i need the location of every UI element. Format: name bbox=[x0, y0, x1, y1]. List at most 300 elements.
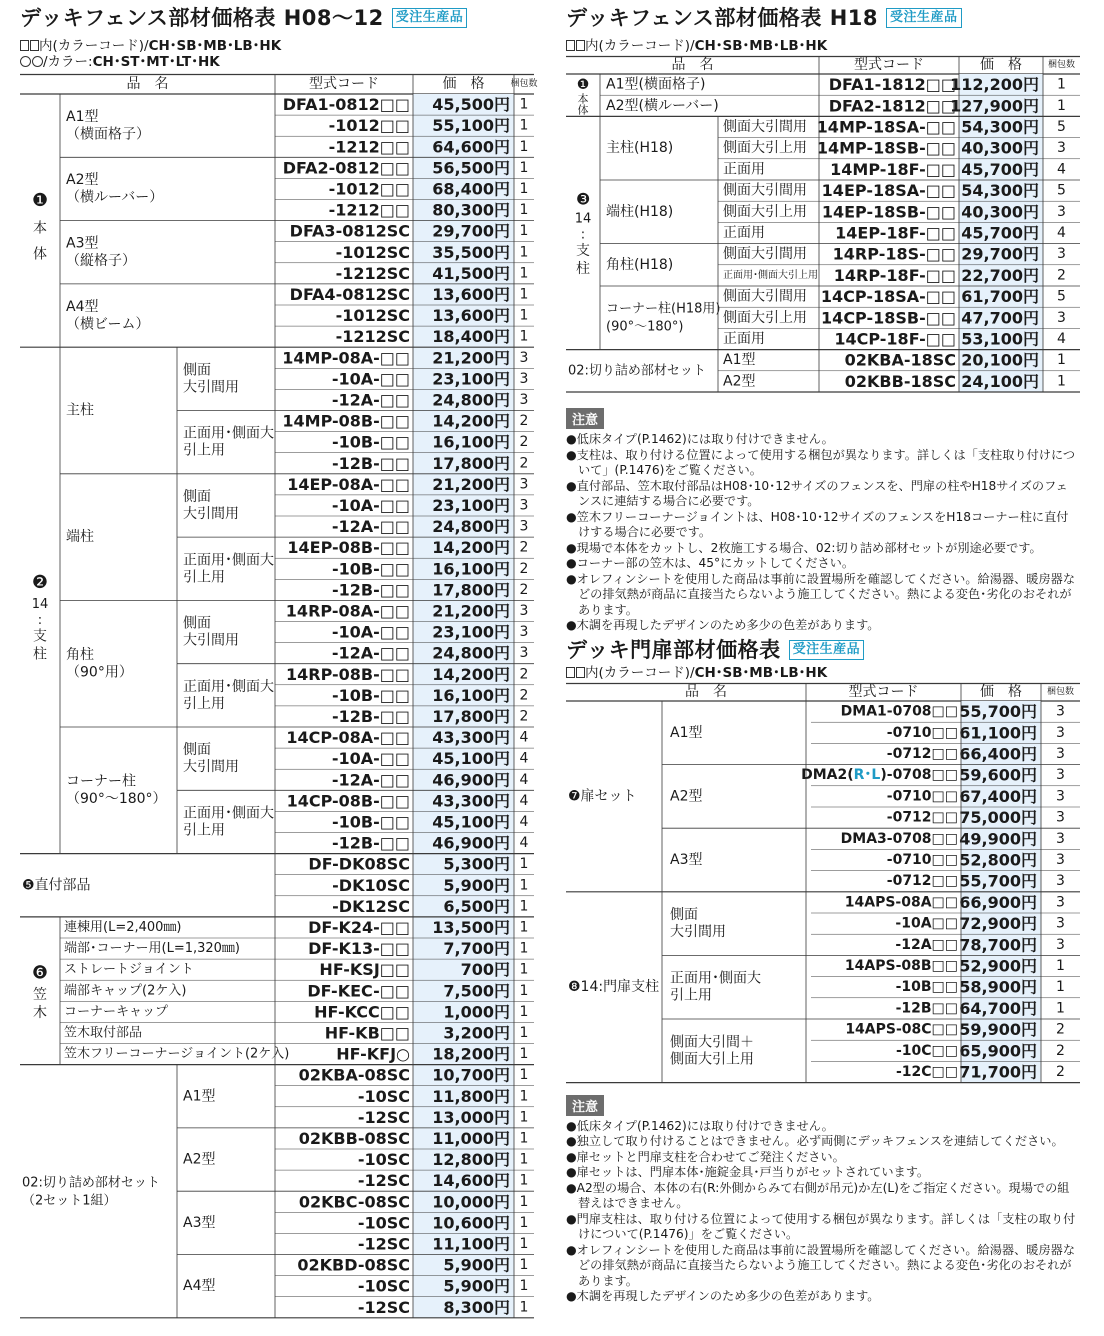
model-code: 14RP-18S-□□ bbox=[832, 244, 956, 264]
package-qty: 1 bbox=[519, 940, 529, 957]
price: 14,200円 bbox=[432, 538, 510, 558]
color-box-icon bbox=[576, 40, 585, 51]
group-label: ❽14:門扉支柱 bbox=[568, 978, 660, 995]
price: 10,700円 bbox=[432, 1065, 510, 1085]
part-name: 引上用 bbox=[183, 822, 225, 839]
package-qty: 2 bbox=[519, 434, 529, 451]
price: 45,700円 bbox=[961, 159, 1039, 179]
item-name: 連棟用(L=2,400㎜) bbox=[64, 919, 182, 935]
right-order-tag: 受注生産品 bbox=[886, 8, 962, 28]
model-code: -1212□□ bbox=[328, 137, 410, 157]
item-name: A1型 bbox=[670, 724, 703, 741]
model-code: -10A-□□ bbox=[331, 495, 410, 515]
item-name: 大引間用 bbox=[670, 923, 726, 940]
package-qty: 1 bbox=[519, 244, 529, 261]
package-qty: 3 bbox=[1057, 203, 1066, 220]
package-qty: 1 bbox=[519, 1172, 529, 1189]
price: 14,200円 bbox=[432, 664, 510, 684]
note-item: ● 木調を再現したデザインのため多少の色差があります。 bbox=[566, 618, 1080, 634]
price: 40,300円 bbox=[961, 138, 1039, 158]
package-qty: 1 bbox=[519, 307, 529, 324]
part-name: 正面用･側面大 bbox=[183, 425, 274, 442]
price: 45,100円 bbox=[432, 749, 510, 769]
model-code: -10SC bbox=[357, 1213, 410, 1233]
group-label: 14 bbox=[31, 596, 49, 612]
left-title: デッキフェンス部材価格表 H08～12 bbox=[20, 6, 384, 30]
item-name: （横面格子） bbox=[66, 126, 150, 143]
model-code: -1012□□ bbox=[328, 116, 410, 136]
model-code: 14MP-08A-□□ bbox=[282, 348, 410, 368]
note-item: ● オレフィンシートを使用した商品は事前に設置場所を確認してください。給湯器、暖房器などの排気熱が商品に直接当たらないよう施工してください。熱による変色･劣化のおそれがあります。 bbox=[566, 1243, 1080, 1290]
model-code: -10A-□□ bbox=[331, 369, 410, 389]
package-qty: 1 bbox=[1057, 352, 1066, 369]
part-name: 正面用･側面大引上用 bbox=[723, 269, 818, 281]
model-code: -12SC bbox=[357, 1107, 410, 1127]
package-qty: 4 bbox=[1057, 225, 1066, 241]
group-label: 支 bbox=[33, 628, 47, 645]
package-qty: 2 bbox=[519, 687, 529, 704]
model-code: 14CP-08B-□□ bbox=[286, 791, 410, 811]
price: 12,800円 bbox=[432, 1150, 510, 1170]
price: 29,700円 bbox=[961, 244, 1039, 264]
item-name: ストレートジョイント bbox=[64, 962, 194, 978]
package-qty: 2 bbox=[519, 539, 529, 556]
package-qty: 2 bbox=[519, 413, 529, 430]
item-name: コーナーキャップ bbox=[64, 1004, 169, 1020]
color-note-label: 内(カラーコード)/ bbox=[585, 38, 695, 54]
item-name: 笠木取付部品 bbox=[64, 1025, 143, 1041]
item-name: A2型(横ルーバー) bbox=[606, 97, 719, 114]
package-qty: 4 bbox=[519, 835, 529, 852]
package-qty: 1 bbox=[519, 1130, 529, 1147]
model-code: -12B-□□ bbox=[332, 706, 410, 726]
package-qty: 4 bbox=[519, 750, 529, 767]
left-column bbox=[20, 0, 538, 1336]
note-item: ● A2型の場合、本体の右(R:外側からみて右側が吊元)か左(L)をご指定ください。現場での組替えはできません。 bbox=[566, 1181, 1080, 1212]
model-code: DF-K24-□□ bbox=[308, 917, 410, 937]
group-label: 本 bbox=[577, 92, 589, 106]
package-qty: 1 bbox=[1057, 373, 1066, 390]
note-item: ● コーナー部の笠木は、45°にカットしてください。 bbox=[566, 556, 1080, 572]
price: 16,100円 bbox=[432, 432, 510, 452]
model-code: -12C□□ bbox=[895, 1063, 958, 1080]
price: 17,800円 bbox=[432, 453, 510, 473]
price: 112,200円 bbox=[950, 75, 1039, 95]
package-qty: 3 bbox=[1056, 830, 1065, 847]
package-qty: 4 bbox=[519, 729, 529, 746]
model-code: 14MP-18SB-□□ bbox=[816, 138, 956, 158]
price: 23,100円 bbox=[432, 495, 510, 515]
group-label: ❺直付部品 bbox=[22, 877, 91, 894]
group-label: : bbox=[580, 227, 586, 243]
model-code: -10B-□□ bbox=[332, 812, 410, 832]
model-code: -0710□□ bbox=[886, 724, 958, 741]
price: 8,300円 bbox=[443, 1297, 510, 1317]
price: 13,000円 bbox=[432, 1107, 510, 1127]
header-name: 品 名 bbox=[671, 57, 714, 73]
price: 10,000円 bbox=[432, 1192, 510, 1212]
price: 5,900円 bbox=[443, 1276, 510, 1296]
model-code: 14EP-08A-□□ bbox=[287, 474, 410, 494]
left-order-tag: 受注生産品 bbox=[392, 8, 468, 28]
item-name: 笠木フリーコーナージョイント(2ケ入) bbox=[64, 1046, 290, 1062]
package-qty: 3 bbox=[519, 624, 529, 641]
model-code: -12SC bbox=[357, 1297, 410, 1317]
group-label: : bbox=[37, 612, 43, 628]
group-label: 本 bbox=[33, 220, 47, 237]
gate-color-note bbox=[566, 665, 1080, 681]
package-qty: 4 bbox=[519, 792, 529, 809]
price: 21,200円 bbox=[432, 601, 510, 621]
package-qty: 4 bbox=[519, 771, 529, 788]
package-qty: 1 bbox=[519, 856, 529, 873]
model-code: 14MP-18SA-□□ bbox=[816, 117, 956, 137]
package-qty: 5 bbox=[1057, 182, 1066, 199]
part-name: 正面用 bbox=[723, 331, 765, 347]
package-qty: 1 bbox=[519, 1151, 529, 1168]
group-number: ❶ bbox=[576, 77, 590, 93]
package-qty: 1 bbox=[519, 1003, 529, 1020]
item-name: A3型 bbox=[183, 1214, 216, 1231]
gate-price-table bbox=[566, 683, 1080, 1087]
item-name: 主柱 bbox=[66, 402, 94, 419]
model-code: -10B-□□ bbox=[332, 432, 410, 452]
model-code: -0710□□ bbox=[886, 787, 958, 804]
price: 13,600円 bbox=[432, 306, 510, 326]
group-label: 02:切り詰め部材セット bbox=[568, 363, 706, 379]
model-code: 14RP-08A-□□ bbox=[285, 601, 410, 621]
package-qty: 5 bbox=[1057, 288, 1066, 305]
package-qty: 3 bbox=[519, 518, 529, 535]
item-name: A4型 bbox=[183, 1278, 216, 1295]
model-code: DF-K13-□□ bbox=[308, 939, 410, 959]
price: 21,200円 bbox=[432, 474, 510, 494]
price: 23,100円 bbox=[432, 369, 510, 389]
color-box-icon bbox=[566, 667, 575, 678]
model-code: -DK12SC bbox=[332, 896, 410, 916]
price: 55,100円 bbox=[432, 116, 510, 136]
package-qty: 1 bbox=[519, 1046, 529, 1063]
price: 45,700円 bbox=[961, 223, 1039, 243]
item-name: （横ルーバー） bbox=[66, 189, 164, 206]
package-qty: 2 bbox=[519, 560, 529, 577]
part-name: 大引間用 bbox=[183, 759, 239, 776]
model-code: -12B-□□ bbox=[332, 580, 410, 600]
model-code: -12SC bbox=[357, 1171, 410, 1191]
price: 10,600円 bbox=[432, 1213, 510, 1233]
package-qty: 3 bbox=[1056, 745, 1065, 762]
price: 29,700円 bbox=[432, 221, 510, 241]
package-qty: 1 bbox=[519, 1193, 529, 1210]
notes-block-1 bbox=[566, 404, 1080, 634]
item-name: 側面大引間＋ bbox=[670, 1033, 754, 1050]
header-price: 価 格 bbox=[442, 76, 485, 92]
model-code: 14CP-18F-□□ bbox=[834, 329, 956, 349]
left-price-table bbox=[20, 74, 538, 1336]
package-qty: 1 bbox=[519, 1235, 529, 1252]
price: 43,300円 bbox=[432, 791, 510, 811]
package-qty: 1 bbox=[519, 1278, 529, 1295]
model-code: DFA3-0812SC bbox=[289, 221, 410, 241]
item-name: 端柱 bbox=[66, 529, 94, 546]
left-color-note-2 bbox=[20, 54, 534, 70]
model-code: 14EP-18SB-□□ bbox=[821, 202, 956, 222]
color-codes: CH･SB･MB･LB･HK bbox=[694, 38, 828, 54]
price: 56,500円 bbox=[432, 158, 510, 178]
left-title-row bbox=[20, 6, 534, 30]
model-code: DMA1-0708□□ bbox=[840, 703, 958, 720]
model-code: -10B□□ bbox=[895, 978, 958, 995]
model-code: -12B□□ bbox=[895, 999, 958, 1016]
model-code: -1012□□ bbox=[328, 179, 410, 199]
price: 65,900円 bbox=[959, 1040, 1037, 1060]
part-name: 側面大引上用 bbox=[723, 140, 807, 157]
model-code: -0710□□ bbox=[886, 851, 958, 868]
model-code: 14MP-18F-□□ bbox=[830, 159, 956, 179]
color-box-icon bbox=[576, 667, 585, 678]
package-qty: 1 bbox=[519, 1214, 529, 1231]
model-code: 14CP-08A-□□ bbox=[286, 728, 410, 748]
model-code: HF-KFJ○ bbox=[336, 1044, 410, 1064]
package-qty: 1 bbox=[1057, 97, 1066, 114]
model-code: -10A□□ bbox=[895, 915, 958, 932]
price: 24,800円 bbox=[432, 390, 510, 410]
price: 80,300円 bbox=[432, 200, 510, 220]
package-qty: 1 bbox=[519, 159, 529, 176]
package-qty: 1 bbox=[519, 1024, 529, 1041]
model-code: 02KBD-08SC bbox=[297, 1255, 410, 1275]
price: 5,900円 bbox=[443, 1255, 510, 1275]
model-code: -12A-□□ bbox=[331, 517, 410, 537]
price: 17,800円 bbox=[432, 580, 510, 600]
price: 45,100円 bbox=[432, 812, 510, 832]
model-code: 14EP-18F-□□ bbox=[835, 223, 956, 243]
model-code: -10SC bbox=[357, 1276, 410, 1296]
price: 21,200円 bbox=[432, 348, 510, 368]
part-name: 側面大引間用 bbox=[723, 182, 807, 199]
price: 75,000円 bbox=[959, 807, 1037, 827]
group-label: 体 bbox=[577, 103, 589, 117]
right-column bbox=[566, 0, 1080, 1305]
group-label: 体 bbox=[33, 246, 47, 263]
part-name: 大引間用 bbox=[183, 632, 239, 649]
package-qty: 3 bbox=[1056, 915, 1065, 932]
package-qty: 3 bbox=[519, 602, 529, 619]
model-code: 14CP-18SA-□□ bbox=[820, 287, 956, 307]
item-name: 端部キャップ(2ケ入) bbox=[64, 983, 187, 999]
price: 14,200円 bbox=[432, 411, 510, 431]
model-code: -0712□□ bbox=[886, 872, 958, 889]
note-item: ● 低床タイプ(P.1462)には取り付けできません。 bbox=[566, 1119, 1080, 1135]
header-price: 価 格 bbox=[980, 683, 1022, 700]
model-code: -10B-□□ bbox=[332, 685, 410, 705]
item-name: 側面大引上用 bbox=[670, 1050, 754, 1067]
notes-block-2 bbox=[566, 1091, 1080, 1305]
right-color-note bbox=[566, 38, 1080, 54]
package-qty: 4 bbox=[1057, 331, 1066, 347]
left-color-note-1 bbox=[20, 38, 534, 54]
package-qty: 2 bbox=[1056, 1063, 1065, 1080]
note-item: ● オレフィンシートを使用した商品は事前に設置場所を確認してください。給湯器、暖房器などの排気熱が商品に直接当たらないよう施工してください。熱による変色･劣化のおそれがあります。 bbox=[566, 572, 1080, 619]
model-code: DFA2-1812□□ bbox=[828, 96, 956, 116]
group-label: ❼扉セット bbox=[568, 787, 637, 804]
package-qty: 1 bbox=[519, 919, 529, 936]
h18-price-table bbox=[566, 56, 1080, 398]
group-label: （2セット1組） bbox=[22, 1193, 117, 1209]
part-name: 側面大引間用 bbox=[723, 246, 807, 263]
package-qty: 3 bbox=[1056, 851, 1065, 868]
gate-title: デッキ門扉部材価格表 bbox=[566, 637, 781, 662]
package-qty: 2 bbox=[1057, 267, 1066, 284]
note-item: ● 低床タイプ(P.1462)には取り付けできません。 bbox=[566, 432, 1080, 448]
price: 7,700円 bbox=[443, 939, 510, 959]
item-name: 端部･コーナー用(L=1,320㎜) bbox=[64, 941, 240, 957]
part-name: 側面 bbox=[183, 742, 211, 759]
model-code: HF-KB□□ bbox=[324, 1023, 410, 1043]
model-code: 14RP-08B-□□ bbox=[285, 664, 410, 684]
part-name: 正面用･側面大 bbox=[183, 678, 274, 695]
group-label: 柱 bbox=[33, 646, 47, 663]
model-code: 02KBB-08SC bbox=[298, 1128, 410, 1148]
package-qty: 3 bbox=[519, 645, 529, 662]
part-name: 大引間用 bbox=[183, 505, 239, 522]
price: 18,400円 bbox=[432, 327, 510, 347]
price: 66,900円 bbox=[959, 892, 1037, 912]
color-box-icon bbox=[20, 40, 29, 51]
model-code: -0712□□ bbox=[886, 745, 958, 762]
package-qty: 5 bbox=[1057, 119, 1066, 135]
price: 71,700円 bbox=[959, 1062, 1037, 1081]
model-code: 14APS-08B□□ bbox=[844, 957, 958, 974]
price: 14,600円 bbox=[432, 1171, 510, 1191]
color-codes: CH･SB･MB･LB･HK bbox=[694, 664, 828, 681]
color-circle-icon bbox=[32, 56, 43, 67]
package-qty: 3 bbox=[1057, 140, 1066, 157]
note-item: ● 笠木フリーコーナージョイントは、H08･10･12サイズのフェンスをH18コーナー柱に直付けする場合に必要です。 bbox=[566, 510, 1080, 541]
part-name: 側面 bbox=[183, 488, 211, 505]
color-note-label: 内(カラーコード)/ bbox=[39, 38, 149, 54]
model-code: DF-KEC-□□ bbox=[307, 981, 410, 1001]
package-qty: 1 bbox=[519, 961, 529, 978]
note-item: ● 木調を再現したデザインのため多少の色差があります。 bbox=[566, 1289, 1080, 1305]
model-code: -12B-□□ bbox=[332, 833, 410, 853]
header-price: 価 格 bbox=[980, 57, 1022, 73]
color-circle-icon bbox=[20, 56, 31, 67]
price: 54,300円 bbox=[961, 117, 1039, 137]
price: 58,900円 bbox=[959, 977, 1037, 997]
color-note-label: /カラー: bbox=[43, 54, 93, 70]
price: 52,800円 bbox=[959, 850, 1037, 869]
group-label: 柱 bbox=[576, 261, 590, 277]
item-name: 角柱 bbox=[66, 646, 94, 663]
part-name: 引上用 bbox=[183, 695, 225, 712]
model-code: DMA2(R･L)-0708□□ bbox=[801, 766, 958, 783]
package-qty: 1 bbox=[519, 286, 529, 303]
item-name: （横ビーム） bbox=[66, 316, 150, 333]
price: 11,800円 bbox=[432, 1086, 510, 1106]
package-qty: 1 bbox=[1056, 978, 1065, 995]
package-qty: 2 bbox=[1056, 1021, 1065, 1038]
part-name: 側面大引上用 bbox=[723, 203, 807, 220]
price: 35,500円 bbox=[432, 242, 510, 262]
price: 40,300円 bbox=[961, 202, 1039, 222]
price: 55,700円 bbox=[959, 871, 1037, 891]
package-qty: 3 bbox=[1056, 703, 1065, 720]
price: 66,400円 bbox=[959, 744, 1037, 763]
package-qty: 4 bbox=[1057, 161, 1066, 178]
model-code: -12SC bbox=[357, 1234, 410, 1254]
package-qty: 3 bbox=[519, 476, 529, 493]
gate-title-row bbox=[566, 638, 1080, 662]
price: 61,100円 bbox=[959, 722, 1037, 742]
model-code: 14APS-08A□□ bbox=[844, 893, 958, 910]
item-name: 正面用･側面大 bbox=[670, 970, 761, 987]
model-code: -0712□□ bbox=[886, 809, 958, 826]
model-code: -10B-□□ bbox=[332, 559, 410, 579]
item-name: 側面 bbox=[670, 906, 698, 923]
note-item: ● 独立して取り付けることはできません。必ず両側にデッキフェンスを連結してください。 bbox=[566, 1134, 1080, 1150]
model-code: -10C□□ bbox=[895, 1042, 958, 1059]
model-code: DMA3-0708□□ bbox=[840, 830, 958, 847]
price: 68,400円 bbox=[432, 179, 510, 199]
model-code: 14EP-08B-□□ bbox=[287, 538, 410, 558]
package-qty: 2 bbox=[519, 666, 529, 683]
item-name: A2型 bbox=[66, 172, 99, 189]
group-label: 笠 bbox=[33, 986, 47, 1003]
note-item: ● 支柱は、取り付ける位置によって使用する梱包が異なります。詳しくは「支柱取り付けについて」(P.1476)をご覧ください。 bbox=[566, 448, 1080, 479]
price: 55,700円 bbox=[959, 701, 1037, 721]
price: 3,200円 bbox=[443, 1023, 510, 1043]
package-qty: 1 bbox=[1057, 76, 1066, 93]
model-code: DFA1-0812□□ bbox=[282, 95, 410, 115]
package-qty: 3 bbox=[519, 349, 529, 366]
package-qty: 1 bbox=[1056, 957, 1065, 974]
model-code: DFA4-0812SC bbox=[289, 284, 410, 304]
item-name: 端柱(H18) bbox=[606, 203, 674, 220]
part-name: 側面 bbox=[183, 362, 211, 379]
price: 22,700円 bbox=[961, 265, 1039, 285]
model-code: -1012SC bbox=[335, 242, 410, 262]
group-number: ❷ bbox=[31, 571, 49, 593]
package-qty: 1 bbox=[519, 1257, 529, 1274]
header-qty: 梱包数 bbox=[1047, 60, 1076, 70]
item-name: A2型 bbox=[183, 1151, 216, 1168]
model-code: 14CP-18SB-□□ bbox=[821, 308, 956, 328]
model-code: DFA1-1812□□ bbox=[828, 75, 956, 95]
price: 127,900円 bbox=[950, 96, 1039, 116]
item-name: コーナー柱 bbox=[66, 773, 136, 790]
model-code: -10A-□□ bbox=[331, 622, 410, 642]
price: 16,100円 bbox=[432, 685, 510, 705]
model-code: 14EP-18SA-□□ bbox=[821, 181, 956, 201]
model-code: -12A-□□ bbox=[331, 390, 410, 410]
item-name: A1型(横面格子) bbox=[606, 76, 706, 93]
model-code: -10SC bbox=[357, 1086, 410, 1106]
package-qty: 2 bbox=[519, 581, 529, 598]
price: 5,300円 bbox=[443, 854, 510, 874]
model-code: -12A□□ bbox=[895, 936, 958, 953]
header-code: 型式コード bbox=[309, 76, 379, 92]
price: 1,000円 bbox=[443, 1002, 510, 1022]
color-box-icon bbox=[566, 40, 575, 51]
item-name: A4型 bbox=[66, 298, 99, 315]
notes-list bbox=[566, 1119, 1080, 1305]
model-code: -1012SC bbox=[335, 306, 410, 326]
model-code: -12B-□□ bbox=[332, 453, 410, 473]
item-name: （縦格子） bbox=[66, 253, 136, 269]
part-name: 引上用 bbox=[183, 569, 225, 586]
package-qty: 3 bbox=[1056, 936, 1065, 953]
